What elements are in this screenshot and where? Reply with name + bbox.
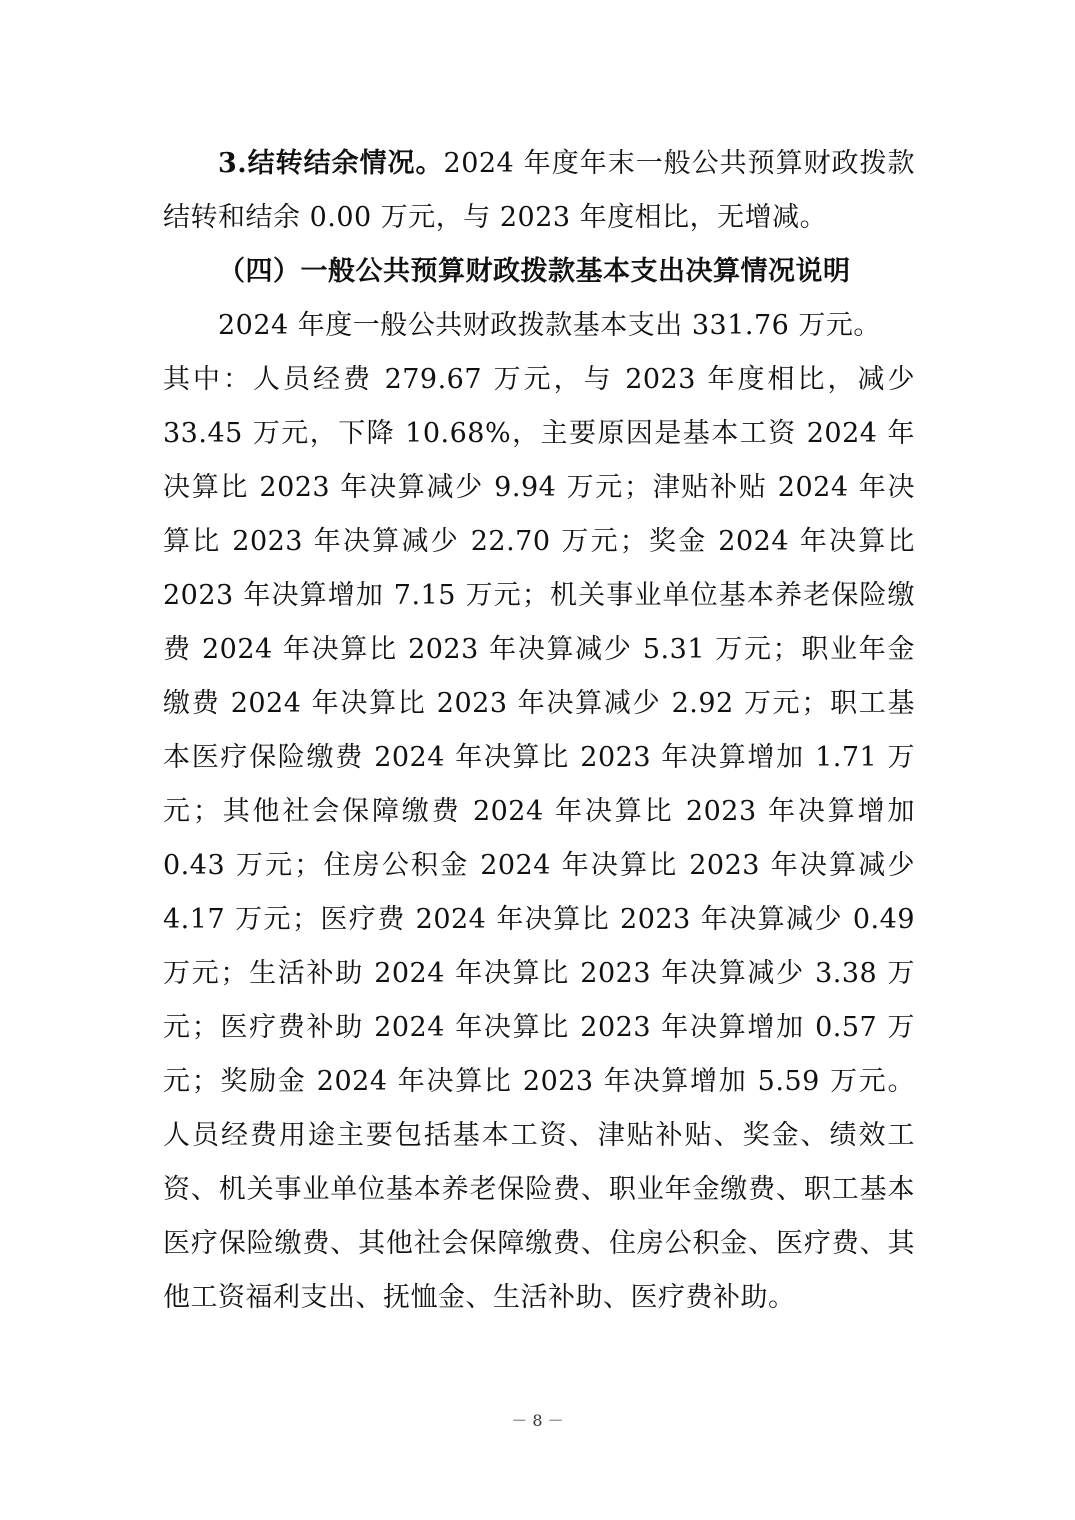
paragraph-carryover (163, 137, 915, 245)
page-number: － 8 － (511, 1411, 564, 1430)
paragraph-personnel-expenses: 其中：人员经费 279.67 万元，与 2023 年度相比，减少 33.45 万元，下降 10.68%，主要原因是基本工资 2024 年决算比 2023 年决算减少 9.94 万元；津贴补贴 2024 年决算比 2023 年决算减少 22.70 万元；奖金 2024 年决算比 2023 年决算增加 7.15 万元；机关事业单位基本养老保险缴费 2024 年决算比 2023 年决算减少 5.31 万元；职业年金缴费 2024 年决算比 2023 年决算减少 2.92 万元；职工基本医疗保险缴费 2024 年决算比 2023 年决算增加 1.71 万元；其他社会保障缴费 2024 年决算比 2023 年决算增加 0.43 万元；住房公积金 2024 年决算比 2023 年决算减少 4.17 万元；医疗费 2024 年决算比 2023 年决算减少 0.49 万元；生活补助 2024 年决算比 2023 年决算减少 3.38 万元；医疗费补助 2024 年决算比 2023 年决算增加 0.57 万元；奖励金 2024 年决算比 2023 年决算增加 5.59 万元。人员经费用途主要包括基本工资、津贴补贴、奖金、绩效工资、机关事业单位基本养老保险费、职业年金缴费、职工基本医疗保险缴费、其他社会保障缴费、住房公积金、医疗费、其他工资福利支出、抚恤金、生活补助、医疗费补助。 (163, 364, 915, 1313)
paragraph-lead: 3.结转结余情况。 (218, 148, 444, 179)
paragraph-text: 2024 年度年末一般公共预算财政拨款结转和结余 0.00 万元，与 2023 年度相比，无增减。 (163, 148, 916, 233)
document-body (163, 137, 915, 1325)
paragraph-basic-expenditure: 2024 年度一般公共财政拨款基本支出 331.76 万元。 (218, 310, 881, 341)
section-heading: （四）一般公共预算财政拨款基本支出决算情况说明 (218, 256, 851, 287)
